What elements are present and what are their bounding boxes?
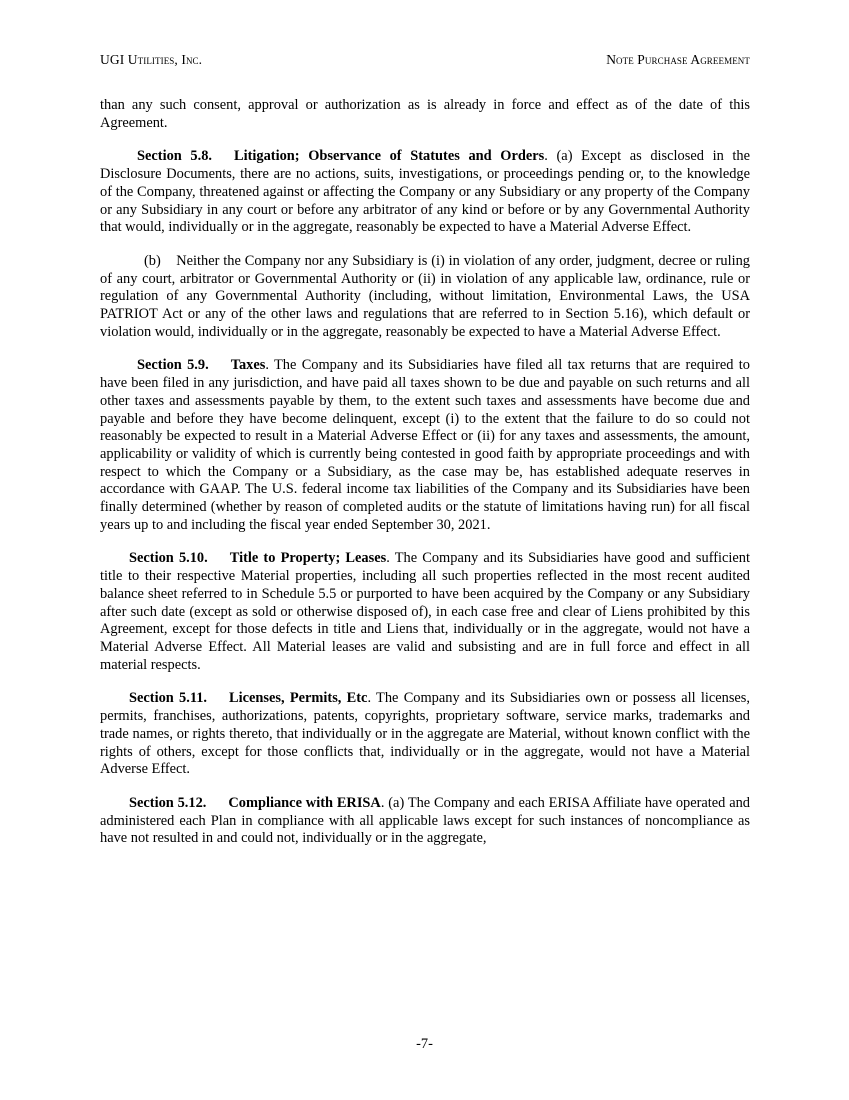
section-text: . The Company and its Subsidiaries own or possess all licenses, permits, franchises, authorizations, patents, copyrights, proprietary software, service marks, trademarks and trade names, or rights thereto, that individually or in the aggregate are Material, without known conflict with the rights of others, except for those conflicts that, individually or in the aggregate, would not have a Material Adverse Effect.	[100, 690, 751, 778]
section-title: Licenses, Permits, Etc	[229, 690, 368, 707]
header-company-name: UGI Utilities, Inc.	[100, 52, 203, 67]
section-text: . The Company and its Subsidiaries have good and sufficient title to their respective Material properties, including all such properties reflected in the most recent audited balance sheet referred to in Schedule 5.5 or purported to have been acquired by the Company or any Subsidiary after such date (except as sold or otherwise disposed of), in each case free and clear of Liens prohibited by this Agreement, except for those defects in title and Liens that, individually or in the aggregate, would not have a Material Adverse Effect. All Material leases are valid and subsisting and are in full force and effect in all material respects.	[100, 550, 750, 673]
section-title: Litigation; Observance of Statutes and Orders	[234, 148, 545, 165]
section-text: . (a) Except as disclosed in the Disclosure Documents, there are no actions, suits, investigations, or proceedings pending or, to the knowledge of the Company, threatened against or affecting the Company or any Subsidiary or any property of the Company or any Subsidiary in any court or before any arbitrator of any kind or before or by any Governmental Authority that would, individually or in the aggregate, reasonably be expected to have a Material Adverse Effect.	[100, 148, 750, 236]
section-5-11	[100, 690, 750, 779]
section-text: . (a) The Company and each ERISA Affiliate have operated and administered each Plan in compliance with all applicable laws except for such instances of noncompliance as have not resulted in and could not, individually or in the aggregate,	[100, 794, 750, 847]
section-5-12	[100, 795, 750, 848]
section-number: Section 5.10.	[129, 550, 208, 567]
page-number: -7-	[416, 1036, 433, 1052]
section-title: Taxes	[230, 357, 266, 374]
section-5-9	[100, 357, 750, 534]
section-5-8-b: (b) Neither the Company nor any Subsidiary is (i) in violation of any order, judgment, decree or ruling of any court, arbitrator or Governmental Authority or (ii) in violation of any applicable law, ordinance, rule or regulation of any Governmental Authority (including, without limitation, Environmental Laws, the USA PATRIOT Act or any of the other laws and regulations that are referred to in Section 5.16), which default or violation would, individually or in the aggregate, reasonably be expected to have a Material Adverse Effect.	[100, 252, 750, 340]
section-number: Section 5.8.	[137, 148, 213, 165]
section-5-8	[100, 148, 750, 237]
section-number: Section 5.12.	[129, 794, 207, 811]
section-number: Section 5.9.	[137, 357, 209, 374]
section-title: Title to Property; Leases	[229, 550, 387, 567]
document-body	[100, 97, 750, 864]
section-text: . The Company and its Subsidiaries have filed all tax returns that are required to have been filed in any jurisdiction, and have paid all taxes shown to be due and payable on such returns and all other taxes and assessments payable by them, to the extent such taxes and assessments have become due and payable and before they have become delinquent, except (i) to the extent that the failure to do so could not reasonably be expected to result in a Material Adverse Effect or (ii) for any taxes and assessments, the amount, applicability or validity of which is currently being contested in good faith by appropriate proceedings and with respect to which the Company or a Subsidiary, as the case may be, has established adequate reserves in accordance with GAAP. The U.S. federal income tax liabilities of the Company and its Subsidiaries have been finally determined (whether by reason of completed audits or the statute of limitations having run) for all fiscal years up to and including the fiscal year ended September 30, 2021.	[100, 357, 751, 533]
section-number: Section 5.11.	[129, 690, 208, 707]
section-title: Compliance with ERISA	[228, 794, 381, 811]
header-document-title: Note Purchase Agreement	[606, 52, 750, 67]
paragraph-continuation: than any such consent, approval or authorization as is already in force and effect as of the date of this Agreement.	[100, 97, 750, 131]
section-5-10	[100, 550, 750, 674]
